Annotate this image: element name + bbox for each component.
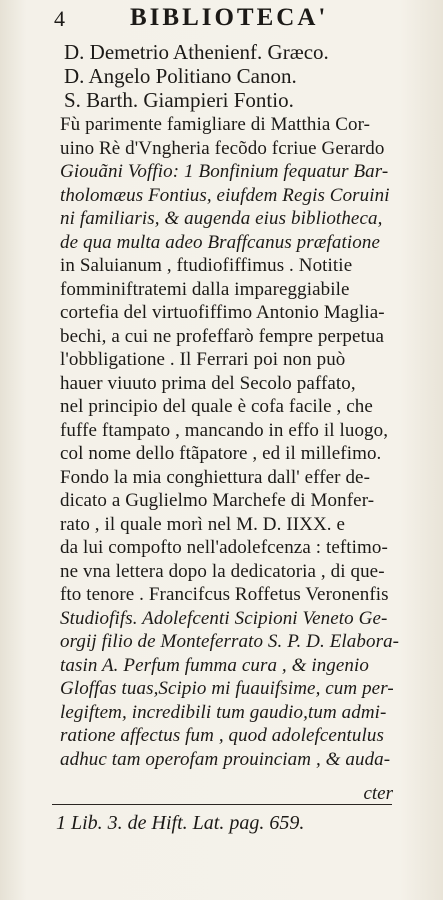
text-line: hauer viuuto prima del Secolo paffato, (60, 372, 356, 394)
text-line: de qua multa adeo Braffcanus præfatione (60, 231, 381, 253)
text-line: Studiofifs. Adolefcenti Scipioni Veneto Ge- (60, 607, 388, 629)
text-line: Gloffas tuas,Scipio mi fuauifsime, cum per- (60, 678, 394, 699)
text-line: Giouãni Voffio: 1 Bonfinium fequatur Bar- (60, 161, 389, 182)
text-line: ne vna lettera dopo la dedicatoria , di que- (60, 560, 385, 582)
text-line: Fondo la mia conghiettura dall' effer de- (60, 466, 371, 488)
text-line: col nome dello ftãpatore , ed il millefimo. (60, 443, 382, 464)
text-line: fuffe ftampato , mancando in effo il luogo, (60, 419, 389, 441)
text-line: fto tenore . Francifcus Roffetus Veronenfis (60, 584, 389, 605)
text-line: ni familiaris, & augenda eius bibliotheca, (60, 208, 383, 229)
text-line: da lui compofto nell'adolefcenza : teftimo- (60, 537, 388, 558)
name-line: D. Demetrio Athenienf. Græco. (64, 40, 329, 64)
text-line: orgij filio de Monteferrato S. P. D. Elabora- (60, 631, 400, 652)
name-line: D. Angelo Politiano Canon. (64, 64, 297, 88)
text-line: tholomæus Fontius, eiufdem Regis Coruini (60, 184, 390, 206)
text-line: tasin A. Perfum fumma cura , & ingenio (60, 654, 370, 676)
text-line: ratione affectus fum , quod adolefcentulus (60, 725, 384, 746)
body-text (60, 113, 422, 771)
running-title: BIBLIOTECA' (130, 4, 329, 31)
text-line: adhuc tam operofam prouinciam , & auda- (60, 748, 391, 770)
page-header (54, 4, 424, 34)
name-list (64, 40, 329, 112)
text-line: in Saluianum , ftudiofiffimus . Notitie (60, 255, 353, 276)
footnote: 1 Lib. 3. de Hift. Lat. pag. 659. (56, 812, 305, 834)
page-number: 4 (54, 6, 65, 31)
text-line: rato , il quale morì nel M. D. IIXX. e (60, 513, 346, 535)
text-line: l'obbligatione . Il Ferrari poi non può (60, 349, 346, 370)
text-line: legiftem, incredibili tum gaudio,tum admi- (60, 701, 387, 723)
text-line: fomminiftratemi dalla impareggiabile (60, 278, 350, 300)
name-line: S. Barth. Giampieri Fontio. (64, 88, 294, 112)
footnote-rule (52, 804, 392, 805)
text-line: nel principio del quale è cofa facile , che (60, 396, 373, 417)
text-line: Fù parimente famigliare di Matthia Cor- (60, 114, 371, 135)
text-line: cortefia del virtuofiffimo Antonio Maglia- (60, 302, 385, 323)
text-line: bechi, a cui ne profeffarò fempre perpetua (60, 325, 385, 347)
text-line: uino Rè d'Vngheria fecõdo fcriue Gerardo (60, 137, 385, 159)
text-line: dicato a Guglielmo Marchefe di Monfer- (60, 490, 375, 511)
catchword: cter (363, 783, 393, 804)
